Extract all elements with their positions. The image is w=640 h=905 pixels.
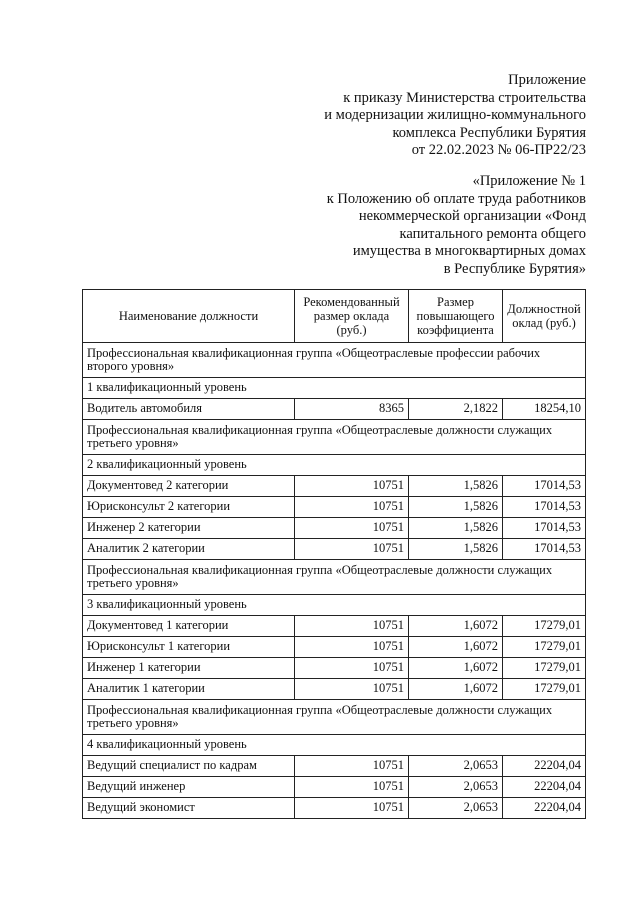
coefficient-cell: 1,5826 <box>409 518 503 539</box>
appendix-header-line: комплекса Республики Бурятия <box>392 124 586 141</box>
col-header-position: Наименование должности <box>83 290 295 343</box>
coefficient-cell: 1,5826 <box>409 497 503 518</box>
coefficient-cell: 1,5826 <box>409 476 503 497</box>
position-name-cell: Инженер 1 категории <box>83 658 295 679</box>
annex-header-line: некоммерческой организации «Фонд <box>358 208 586 224</box>
qualification-group-label: Профессиональная квалификационная группа «Общеотраслевые должности служащих третьего уровня» <box>83 700 586 735</box>
coefficient-cell: 1,5826 <box>409 539 503 560</box>
qualification-group-label: Профессиональная квалификационная группа «Общеотраслевые должности служащих третьего уровня» <box>83 560 586 595</box>
annex-header-line: в Республике Бурятия» <box>443 260 586 277</box>
col-header-coefficient: Размер повышающего коэффициента <box>409 290 503 343</box>
table-row <box>83 679 586 700</box>
table-body <box>83 343 586 819</box>
official-salary-cell: 17279,01 <box>503 637 586 658</box>
position-name-cell: Ведущий экономист <box>83 798 295 819</box>
recommended-salary-cell: 10751 <box>295 679 409 700</box>
table-row <box>83 798 586 819</box>
coefficient-cell: 1,6072 <box>409 658 503 679</box>
coefficient-cell: 2,0653 <box>409 798 503 819</box>
position-name-cell: Документовед 1 категории <box>83 616 295 637</box>
recommended-salary-cell: 10751 <box>295 798 409 819</box>
recommended-salary-cell: 10751 <box>295 616 409 637</box>
annex-header-line: капитального ремонта общего <box>399 225 586 242</box>
position-name-cell: Аналитик 1 категории <box>83 679 295 700</box>
position-name-cell: Ведущий специалист по кадрам <box>83 756 295 777</box>
annex-header <box>327 173 586 278</box>
salary-table <box>82 289 586 819</box>
qualification-group-label: Профессиональная квалификационная группа «Общеотраслевые профессии рабочих второго уровня» <box>83 343 586 378</box>
table-row <box>83 637 586 658</box>
official-salary-cell: 18254,10 <box>503 399 586 420</box>
qualification-level-row <box>83 455 586 476</box>
recommended-salary-cell: 10751 <box>295 756 409 777</box>
position-name-cell: Аналитик 2 категории <box>83 539 295 560</box>
col-header-official-salary: Должностной оклад (руб.) <box>503 290 586 343</box>
position-name-cell: Водитель автомобиля <box>83 399 295 420</box>
table-row <box>83 518 586 539</box>
recommended-salary-cell: 10751 <box>295 518 409 539</box>
table-header-row <box>83 290 586 343</box>
qualification-group-row <box>83 420 586 455</box>
appendix-header-line: и модернизации жилищно-коммунального <box>324 107 586 123</box>
position-name-cell: Документовед 2 категории <box>83 476 295 497</box>
table-row <box>83 777 586 798</box>
table-row <box>83 399 586 420</box>
table-row <box>83 616 586 637</box>
qualification-level-label: 3 квалификационный уровень <box>83 595 586 616</box>
appendix-header <box>324 72 586 160</box>
recommended-salary-cell: 10751 <box>295 637 409 658</box>
coefficient-cell: 2,0653 <box>409 756 503 777</box>
qualification-group-label: Профессиональная квалификационная группа «Общеотраслевые должности служащих третьего уровня» <box>83 420 586 455</box>
qualification-group-row <box>83 700 586 735</box>
official-salary-cell: 17014,53 <box>503 476 586 497</box>
recommended-salary-cell: 10751 <box>295 497 409 518</box>
official-salary-cell: 17014,53 <box>503 497 586 518</box>
table-row <box>83 476 586 497</box>
qualification-level-row <box>83 378 586 399</box>
recommended-salary-cell: 10751 <box>295 539 409 560</box>
appendix-header-line: к приказу Министерства строительства <box>343 89 586 106</box>
appendix-header-line: Приложение <box>508 72 586 88</box>
position-name-cell: Юрисконсульт 2 категории <box>83 497 295 518</box>
official-salary-cell: 17279,01 <box>503 616 586 637</box>
coefficient-cell: 2,0653 <box>409 777 503 798</box>
col-header-recommended-salary: Рекомендованный размер оклада (руб.) <box>295 290 409 343</box>
official-salary-cell: 17279,01 <box>503 658 586 679</box>
recommended-salary-cell: 10751 <box>295 658 409 679</box>
position-name-cell: Инженер 2 категории <box>83 518 295 539</box>
official-salary-cell: 17014,53 <box>503 539 586 560</box>
qualification-group-row <box>83 343 586 378</box>
position-name-cell: Ведущий инженер <box>83 777 295 798</box>
qualification-level-label: 2 квалификационный уровень <box>83 455 586 476</box>
qualification-level-row <box>83 735 586 756</box>
official-salary-cell: 17279,01 <box>503 679 586 700</box>
annex-header-line: «Приложение № 1 <box>472 173 586 189</box>
table-row <box>83 658 586 679</box>
official-salary-cell: 22204,04 <box>503 756 586 777</box>
official-salary-cell: 22204,04 <box>503 798 586 819</box>
qualification-level-label: 1 квалификационный уровень <box>83 378 586 399</box>
table-row <box>83 756 586 777</box>
recommended-salary-cell: 8365 <box>295 399 409 420</box>
coefficient-cell: 2,1822 <box>409 399 503 420</box>
annex-header-line: имущества в многоквартирных домах <box>352 243 586 259</box>
position-name-cell: Юрисконсульт 1 категории <box>83 637 295 658</box>
official-salary-cell: 22204,04 <box>503 777 586 798</box>
qualification-level-label: 4 квалификационный уровень <box>83 735 586 756</box>
recommended-salary-cell: 10751 <box>295 476 409 497</box>
coefficient-cell: 1,6072 <box>409 616 503 637</box>
coefficient-cell: 1,6072 <box>409 637 503 658</box>
table-row <box>83 539 586 560</box>
recommended-salary-cell: 10751 <box>295 777 409 798</box>
table-row <box>83 497 586 518</box>
qualification-level-row <box>83 595 586 616</box>
official-salary-cell: 17014,53 <box>503 518 586 539</box>
appendix-header-line: от 22.02.2023 № 06-ПР22/23 <box>411 142 586 158</box>
qualification-group-row <box>83 560 586 595</box>
annex-header-line: к Положению об оплате труда работников <box>326 190 586 207</box>
coefficient-cell: 1,6072 <box>409 679 503 700</box>
